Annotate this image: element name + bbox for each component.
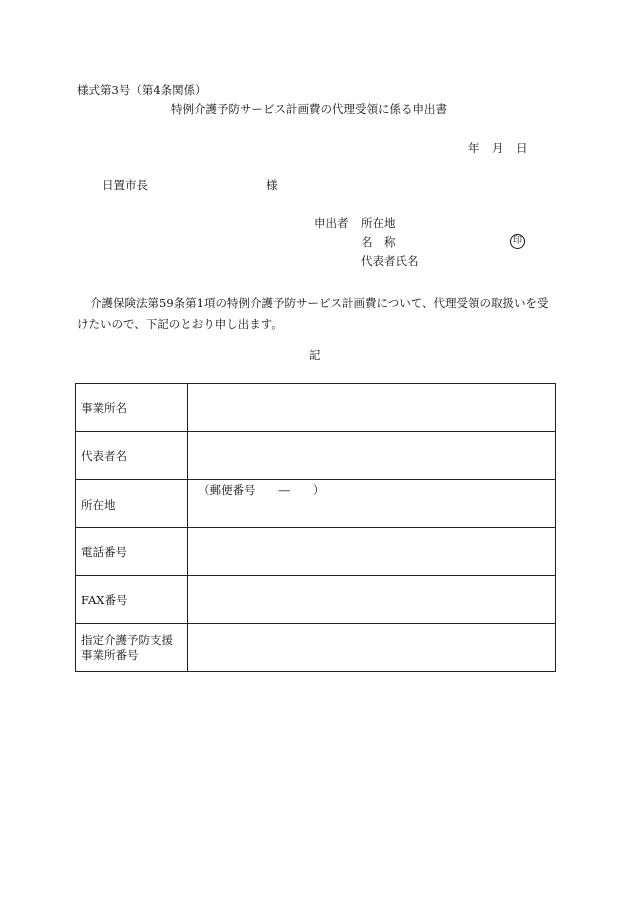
rep-name-label: 代表者名 xyxy=(76,432,188,480)
details-table xyxy=(75,383,556,672)
table-row xyxy=(76,480,556,528)
applicant-heading: 申出者 xyxy=(314,216,349,230)
fax-field[interactable] xyxy=(188,576,556,624)
office-name-label: 事業所名 xyxy=(76,384,188,432)
page-title: 特例介護予防サービス計画費の代理受領に係る申出書 xyxy=(171,102,447,116)
office-name-field[interactable] xyxy=(188,384,556,432)
body-paragraph xyxy=(77,293,555,335)
address-label: 所在地 xyxy=(76,480,188,528)
addressee-honorific: 様 xyxy=(266,178,278,192)
designation-label-line-2: 事業所番号 xyxy=(81,647,139,662)
table-row xyxy=(76,384,556,432)
rep-name-field[interactable] xyxy=(188,432,556,480)
designation-number-field[interactable] xyxy=(188,624,556,672)
table-row xyxy=(76,624,556,672)
ki-mark: 記 xyxy=(309,348,321,362)
applicant-address-label: 所在地 xyxy=(361,216,396,230)
date-month: 月 xyxy=(492,141,504,155)
body-line-2: けたいので、下記のとおり申し出ます。 xyxy=(77,317,283,331)
seal-mark: 印 xyxy=(510,234,525,249)
address-field[interactable] xyxy=(188,480,556,528)
body-line-1: 介護保険法第59条第1項の特例介護予防サービス計画費について、代理受領の取扱いを受 xyxy=(90,296,549,310)
phone-field[interactable] xyxy=(188,528,556,576)
date-day: 日 xyxy=(516,141,528,155)
form-number: 様式第3号（第4条関係） xyxy=(77,83,207,97)
date-year: 年 xyxy=(468,141,480,155)
table-row xyxy=(76,432,556,480)
addressee-name: 日置市長 xyxy=(102,178,148,192)
table-row xyxy=(76,528,556,576)
applicant-rep-label: 代表者氏名 xyxy=(361,254,419,268)
table-row xyxy=(76,576,556,624)
designation-label-line-1: 指定介護予防支援 xyxy=(81,632,173,647)
applicant-name-label: 名 称 xyxy=(361,235,396,249)
designation-number-label xyxy=(76,624,188,672)
postal-code-note: （郵便番号 ― ） xyxy=(198,483,325,497)
fax-label: FAX番号 xyxy=(76,576,188,624)
phone-label: 電話番号 xyxy=(76,528,188,576)
